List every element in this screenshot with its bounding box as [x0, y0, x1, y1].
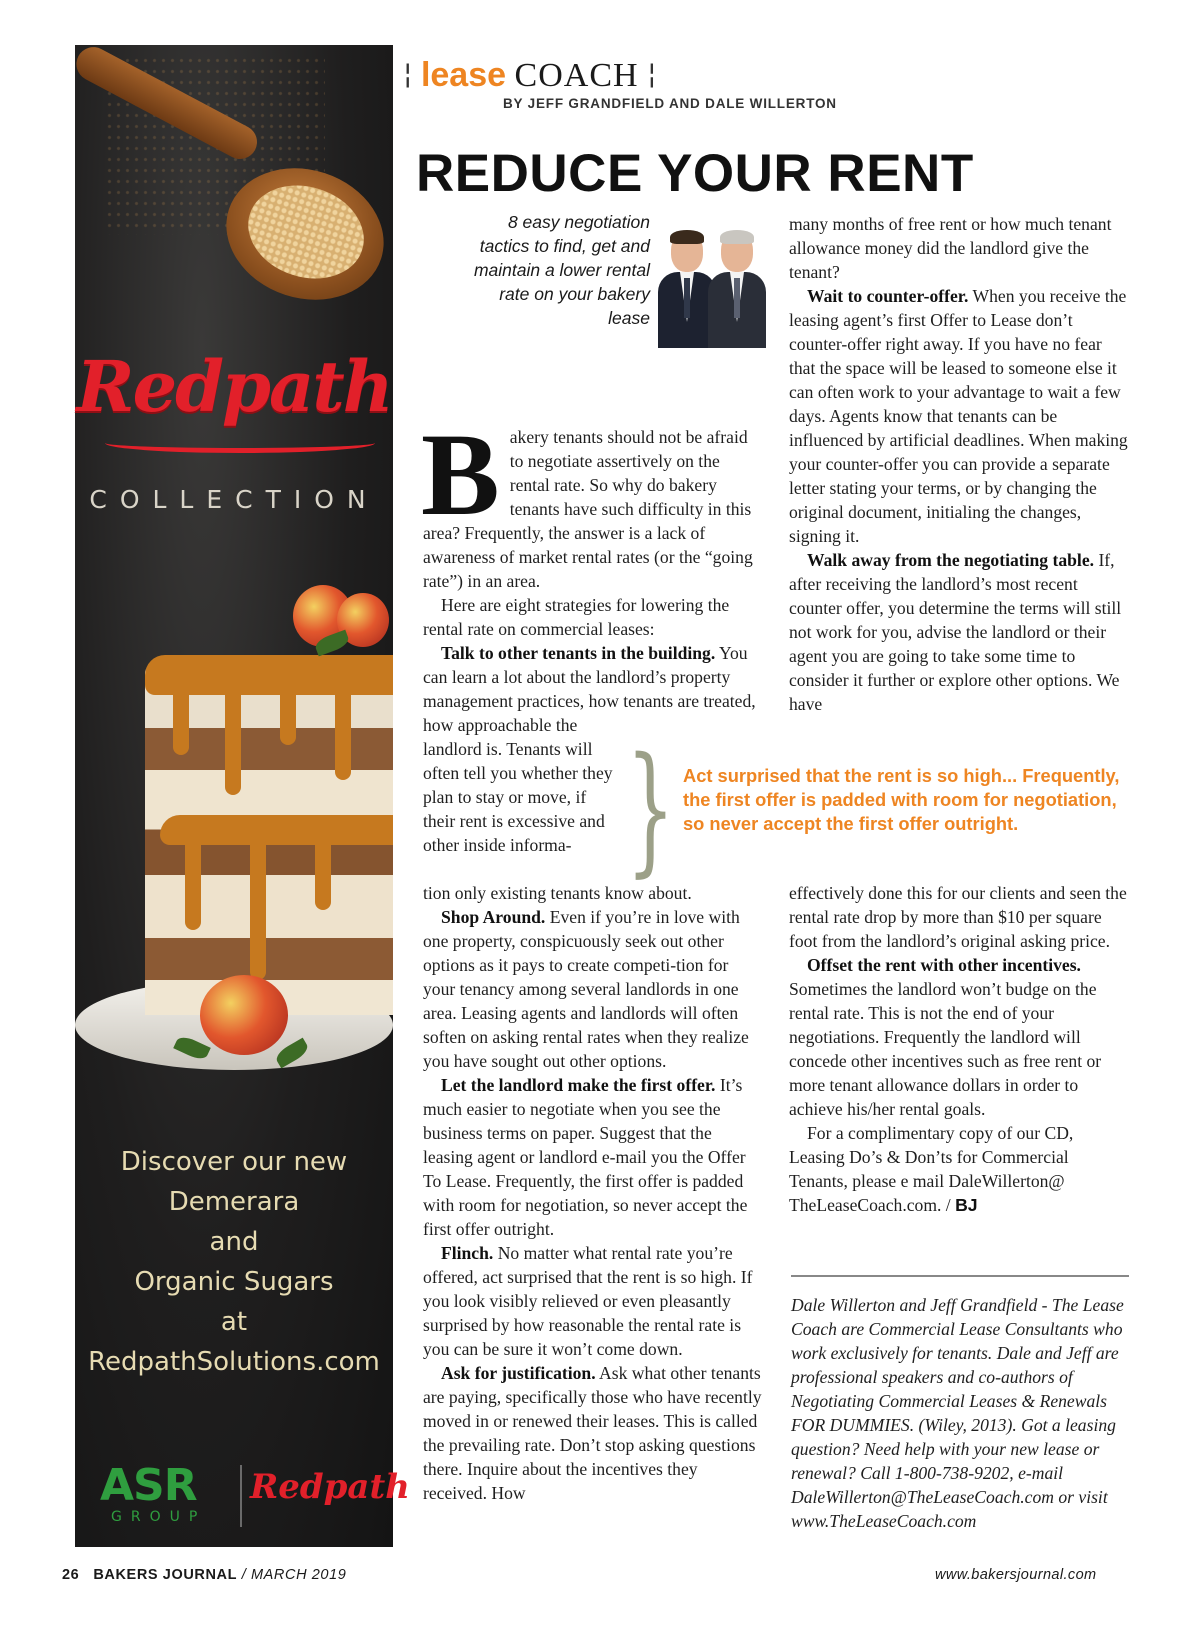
paragraph: tion only existing tenants know about. [423, 883, 692, 903]
paragraph-text: For a complimentary copy of our CD, Leasing Do’s & Don’ts for Commercial Tenants, please e mail DaleWillerton@ TheLeaseCoach.com. / [789, 1123, 1074, 1215]
logo-swash [105, 433, 375, 453]
paragraph [423, 1361, 763, 1505]
caramel-drip [315, 840, 331, 910]
paragraph [423, 641, 763, 737]
subhead: Ask for justification. [441, 1363, 596, 1383]
section-bar-right: ¦ [647, 57, 657, 90]
subhead: Offset the rent with other incentives. [807, 955, 1081, 975]
author-bio: Dale Willerton and Jeff Grandfield - The Lease Coach are Commercial Lease Consultants who work exclusively for tenants. Dale and Jeff are professional speakers and co-authors of Negotiating Commercial Leases & Renewals FOR DUMMIES. (Wiley, 2013). Got a leasing question? Need help with your new lease or renewal? Call 1-800-738-9202, e-mail DaleWillerton@TheLeaseCoach.com or visit www.TheLeaseCoach.com [791, 1295, 1124, 1531]
pullquote: Act surprised that the rent is so high... Frequently, the first offer is padded with room for negotiation, so never accept the first offer outright. [683, 765, 1120, 834]
redpath-logo: Redpath [76, 345, 392, 428]
article-column-1-bottom [423, 881, 763, 1505]
ad-copy-line: Organic Sugars [134, 1267, 334, 1297]
paragraph: akery tenants should not be afraid to negotiate assertively on the rental rate. So why do bakery tenants have such difficulty in this area? Frequently, the answer is a lack of awareness of market rental rates (or the “going rate”) in an area. [423, 427, 753, 591]
article-headline: REDUCE YOUR RENT [416, 144, 974, 203]
article-column-2-top [789, 212, 1129, 716]
paragraph-text: Ask what other tenants are paying, specifically those who have recently moved in or renewed their leases. This is called the prevailing rate. Don’t stop asking questions there. Inquire about the incentives they received. How [423, 1363, 762, 1503]
ad-copy-line: and [209, 1227, 259, 1257]
asr-group-logo: ASR [100, 1460, 197, 1511]
paragraph [789, 953, 1129, 1121]
paragraph-text: Even if you’re in love with one property, conspicuously seek out other options as it pays to create competi-tion for your tenancy among several landlords in one area. Leasing agents and landlords will often soften on asking rental rates when they realize you have sought out other options. [423, 907, 749, 1071]
bio-divider [791, 1275, 1129, 1277]
ad-copy-line: Discover our new [120, 1147, 348, 1177]
paragraph-text: You can learn a lot about the landlord’s property management practices, how tenants are treated, how approachable the [423, 643, 756, 735]
paragraph [423, 1073, 763, 1241]
drop-cap: B [421, 409, 500, 540]
page-footer-left [62, 1567, 346, 1583]
article-column-1-top [421, 409, 763, 737]
subhead: Walk away from the negotiating table. [807, 550, 1095, 570]
redpath-advertisement [75, 45, 410, 1547]
paragraph [789, 1121, 1129, 1217]
issue-date: / MARCH 2019 [237, 1567, 347, 1583]
collection-label: COLLECTION [89, 485, 379, 514]
ad-copy-line: Demerara [168, 1187, 300, 1217]
subhead: Wait to counter-offer. [807, 286, 969, 306]
section-bar-left: ¦ [403, 57, 413, 90]
dek-line: tactics to find, get and [479, 236, 650, 256]
paragraph: effectively done this for our clients and seen the rental rate drop by more than $10 per square foot from the landlord’s original asking price. [789, 883, 1127, 951]
subhead: Flinch. [441, 1243, 494, 1263]
logo-divider [240, 1465, 242, 1527]
author-photo [662, 228, 762, 348]
article-dek [420, 210, 650, 330]
paragraph-text: When you receive the leasing agent’s first Offer to Lease don’t counter-offer right away. If you have no fear that the space will be leased to someone else it can often work to your advantage to wait a few days. Agents know that tenants can be influenced by artificial deadlines. When making your counter-offer you can provide a separate letter stating your terms, or by changing the original document, initialing the changes, signing it. [789, 286, 1128, 546]
caramel-drip [280, 685, 296, 745]
author-figure [708, 228, 766, 348]
pullquote-brace: } [626, 728, 675, 891]
section-title-coach: COACH [514, 57, 639, 94]
paragraph: landlord is. Tenants will often tell you whether they plan to stay or move, if their rent is excessive and other inside informa- [423, 739, 613, 855]
end-signature: BJ [955, 1195, 978, 1215]
paragraph [423, 1241, 763, 1361]
paragraph: Here are eight strategies for lowering the rental rate on commercial leases: [423, 595, 730, 639]
subhead: Let the landlord make the first offer. [441, 1075, 716, 1095]
dek-line: 8 easy negotiation [507, 212, 650, 232]
footer-website-link[interactable]: www.bakersjournal.com [935, 1567, 1097, 1583]
caramel-drip [173, 685, 189, 755]
redpath-small-logo: Redpath [250, 1467, 410, 1507]
paragraph: many months of free rent or how much tenant allowance money did the landlord give the tenant? [789, 214, 1112, 282]
apple [200, 975, 288, 1055]
paragraph-text: It’s much easier to negotiate when you see the business terms on paper. Suggest that the leasing agent or landlord e-mail you the Offer To Lease. Frequently, the first offer is padded with room for negotiation, so never accept the first offer outright. [423, 1075, 748, 1239]
ad-copy [75, 1142, 393, 1382]
article-column-2-bottom [789, 881, 1129, 1217]
paragraph-text: If, after receiving the landlord’s most recent counter offer, you determine the terms will still not work for you, advise the landlord or their agent you are going to take some time to consider it further or explore other options. We have [789, 550, 1122, 714]
paragraph [423, 905, 763, 1073]
subhead: Shop Around. [441, 907, 546, 927]
caramel-drip [225, 685, 241, 795]
magazine-name: BAKERS JOURNAL [93, 1567, 238, 1583]
ad-copy-line: at [220, 1307, 248, 1337]
subhead: Talk to other tenants in the building. [441, 643, 716, 663]
section-title-lease: lease [420, 56, 507, 94]
dek-line: lease [608, 308, 650, 328]
paragraph-text: No matter what rental rate you’re offered, act surprised that the rent is so high. If you look visibly relieved or even pleasantly surprised by how reasonable the rental rate is you can be sure it won’t come down. [423, 1243, 753, 1359]
page-number: 26 [62, 1567, 80, 1583]
caramel-drip [335, 685, 351, 780]
paragraph-text: Sometimes the landlord won’t budge on the rental rate. This is not the end of your negotiations. Frequently the landlord will concede other incentives such as free rent or more tenant allowance dollars in order to achieve his/her rental goals. [789, 979, 1102, 1119]
section-header [403, 54, 657, 96]
asr-group-sub: GROUP [111, 1509, 207, 1525]
caramel-drip [185, 840, 201, 930]
article-column-1-wrap [423, 737, 613, 857]
dek-line: maintain a lower rental [473, 260, 650, 280]
caramel-drip [250, 840, 266, 980]
ad-url: RedpathSolutions.com [88, 1347, 380, 1377]
paragraph [789, 548, 1129, 716]
paragraph [789, 284, 1129, 548]
byline: BY JEFF GRANDFIELD AND DALE WILLERTON [503, 96, 837, 111]
dek-line: rate on your bakery [499, 284, 650, 304]
